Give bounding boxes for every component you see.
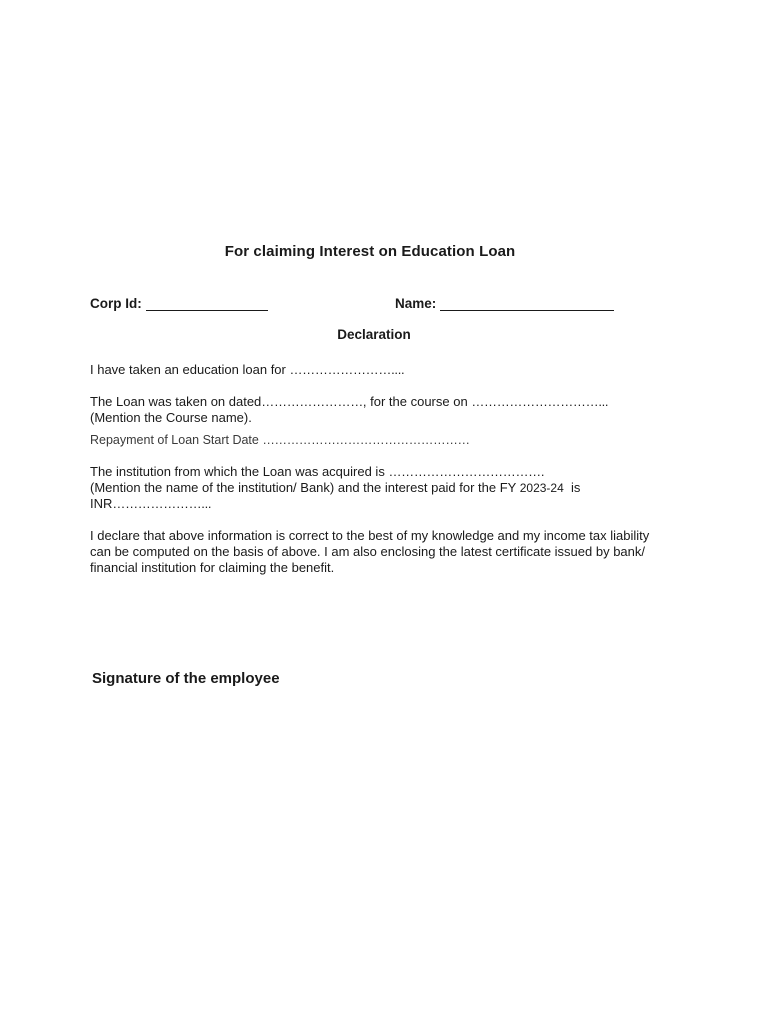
- repayment-text: Repayment of Loan Start Date: [90, 433, 263, 447]
- institution-line: [90, 464, 650, 512]
- loan-purpose-text: I have taken an education loan for: [90, 362, 290, 377]
- loan-date-text: The Loan was taken on dated: [90, 394, 262, 409]
- fiscal-year: 2023-24: [519, 480, 564, 495]
- course-note: (Mention the Course name).: [90, 409, 252, 425]
- loan-date-blank[interactable]: ……………………: [261, 394, 363, 409]
- corp-id-blank-line[interactable]: [146, 297, 268, 311]
- loan-date-line: [90, 394, 650, 425]
- declaration-heading: Declaration: [337, 327, 411, 342]
- name-label: Name:: [395, 296, 437, 311]
- interest-text-end: is: [563, 479, 581, 495]
- institution-blank[interactable]: ……………………………….: [388, 464, 545, 479]
- name-field: [395, 296, 614, 311]
- field-row: [90, 296, 630, 316]
- declaration-text: I declare that above information is correct to the best of my knowledge and my income tax liability can be computed on the basis of above. I am also enclosing the latest certificate issued by bank/ financial institution for claiming the benefit.: [90, 528, 650, 575]
- institution-text: The institution from which the Loan was acquired is: [90, 464, 389, 479]
- interest-text: (Mention the name of the institution/ Bank) and the interest paid for the FY: [90, 479, 520, 495]
- institution-row: [90, 464, 650, 480]
- corp-id-field: [90, 296, 268, 311]
- corp-id-label: Corp Id:: [90, 296, 142, 311]
- inr-blank[interactable]: …………………...: [112, 496, 212, 511]
- loan-purpose-line: [90, 362, 650, 378]
- loan-date-row: [90, 394, 650, 410]
- course-blank[interactable]: …………………………...: [471, 394, 609, 409]
- form-title: For claiming Interest on Education Loan: [224, 243, 516, 260]
- interest-row: [90, 480, 650, 497]
- declaration-form: [80, 0, 660, 1024]
- name-blank-line[interactable]: [440, 297, 614, 311]
- repayment-blank[interactable]: ……………………………………………: [262, 433, 470, 447]
- inr-label: INR: [90, 496, 113, 511]
- signature-label: Signature of the employee: [92, 670, 280, 687]
- inr-row: [90, 496, 650, 512]
- repayment-line: [90, 433, 650, 449]
- course-text: , for the course on: [362, 394, 472, 409]
- loan-purpose-blank[interactable]: ……………………....: [289, 362, 405, 377]
